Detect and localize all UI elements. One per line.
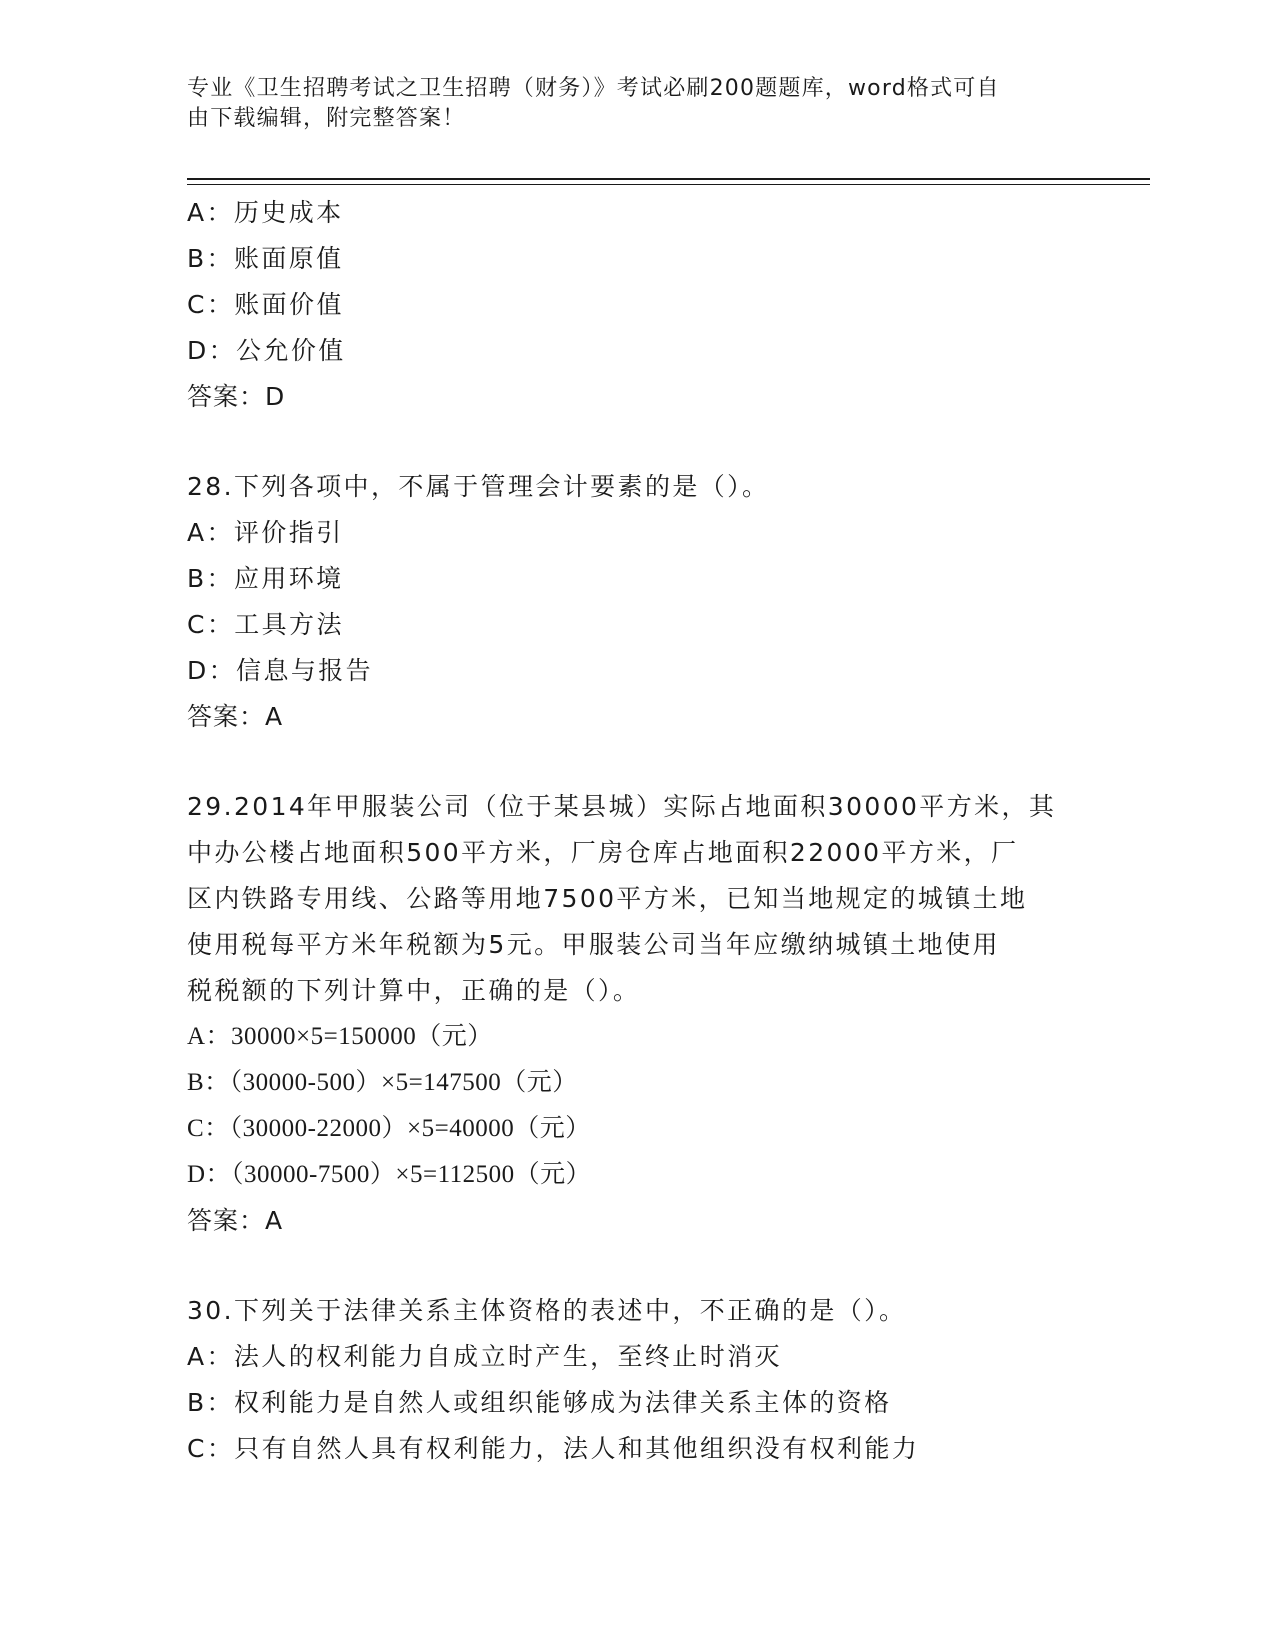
spacer xyxy=(187,740,1087,784)
spacer xyxy=(187,1244,1087,1288)
q27-option-b: B：账面原值 xyxy=(187,244,344,273)
q28-option-b: B：应用环境 xyxy=(187,564,344,593)
q29-option-c: C：（30000-22000）×5=40000（元） xyxy=(187,1115,591,1142)
header-divider-thin xyxy=(187,184,1150,185)
q30-stem: 30.下列关于法律关系主体资格的表述中，不正确的是（）。 xyxy=(187,1296,907,1325)
q29-stem-line-4: 使用税每平方米年税额为5元。甲服装公司当年应缴纳城镇土地使用 xyxy=(187,930,1000,959)
q29-stem-line-1: 29.2014年甲服装公司（位于某县城）实际占地面积30000平方米，其 xyxy=(187,792,1057,821)
spacer xyxy=(187,420,1087,464)
q30-option-c: C：只有自然人具有权利能力，法人和其他组织没有权利能力 xyxy=(187,1434,920,1463)
q27-answer: 答案：D xyxy=(187,382,286,411)
q28-option-d: D：信息与报告 xyxy=(187,656,374,685)
q27-option-d: D：公允价值 xyxy=(187,336,346,365)
q28-stem: 28.下列各项中，不属于管理会计要素的是（）。 xyxy=(187,472,770,501)
q30-option-a: A：法人的权利能力自成立时产生，至终止时消灭 xyxy=(187,1342,782,1371)
question-30 xyxy=(187,1288,1087,1472)
q29-option-b: B：（30000-500）×5=147500（元） xyxy=(187,1069,578,1096)
q27-option-c: C：账面价值 xyxy=(187,290,344,319)
header-title-line-2: 由下载编辑，附完整答案！ xyxy=(187,106,466,131)
question-28 xyxy=(187,464,1087,740)
question-27 xyxy=(187,190,1087,420)
header-divider-thick xyxy=(187,178,1150,180)
q29-stem xyxy=(187,784,1087,1014)
q30-option-b: B：权利能力是自然人或组织能够成为法律关系主体的资格 xyxy=(187,1388,892,1417)
q28-option-a: A：评价指引 xyxy=(187,518,344,547)
q29-stem-line-3: 区内铁路专用线、公路等用地7500平方米，已知当地规定的城镇土地 xyxy=(187,884,1028,913)
page-header xyxy=(187,74,1087,134)
question-content xyxy=(187,190,1087,1472)
q29-option-a: A：30000×5=150000（元） xyxy=(187,1023,493,1050)
header-title-line-1: 专业《卫生招聘考试之卫生招聘（财务）》考试必刷200题题库，word格式可自 xyxy=(187,76,1000,101)
q28-option-c: C：工具方法 xyxy=(187,610,344,639)
q29-stem-line-2: 中办公楼占地面积500平方米，厂房仓库占地面积22000平方米，厂 xyxy=(187,838,1019,867)
q29-answer: 答案：A xyxy=(187,1206,284,1235)
question-29 xyxy=(187,784,1087,1244)
q27-option-a: A：历史成本 xyxy=(187,198,344,227)
q28-answer: 答案：A xyxy=(187,702,284,731)
q29-option-d: D：（30000-7500）×5=112500（元） xyxy=(187,1161,592,1188)
q29-stem-line-5: 税税额的下列计算中，正确的是（）。 xyxy=(187,976,641,1005)
